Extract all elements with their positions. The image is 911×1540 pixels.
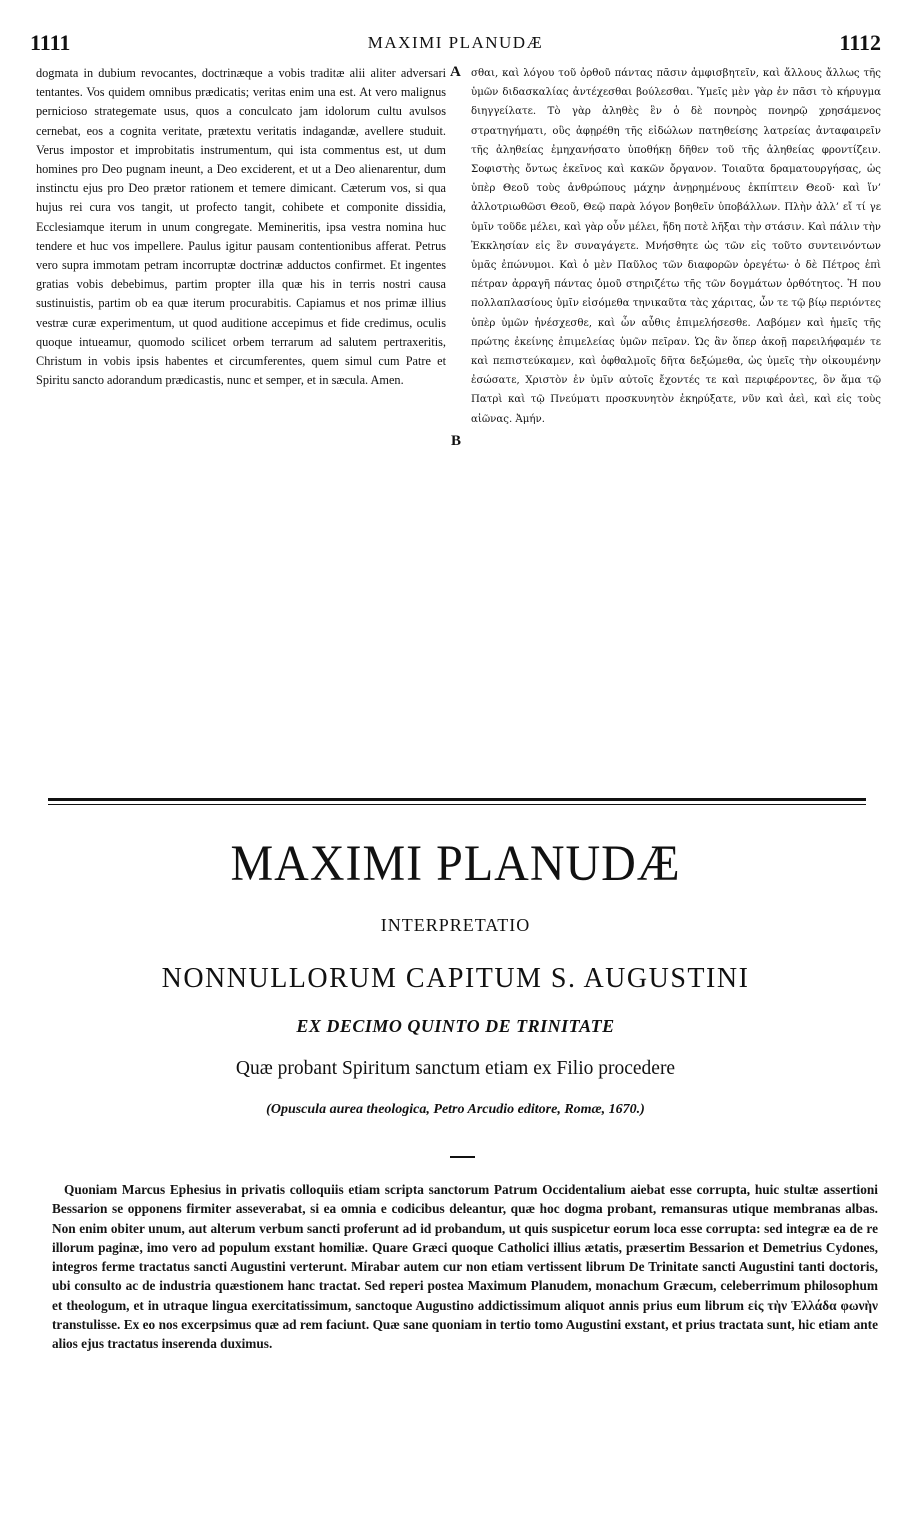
section-marker-a: A — [450, 64, 461, 80]
running-head — [30, 30, 881, 60]
subtitle-interpretatio: INTERPRETATIO — [380, 915, 531, 935]
section-divider-thick — [48, 798, 866, 801]
introduction-paragraph — [52, 1180, 878, 1354]
latin-column — [36, 64, 446, 390]
short-divider — [450, 1156, 475, 1158]
greek-column — [471, 64, 881, 429]
main-title: MAXIMI PLANUDÆ — [230, 835, 681, 892]
right-page-number: 1112 — [839, 30, 881, 55]
source-citation: (Opuscula aurea theologica, Petro Arcudio editore, Romæ, 1670.) — [266, 1102, 645, 1117]
running-title: MAXIMI PLANUDÆ — [367, 33, 544, 52]
subtitle-quae-probant: Quæ probant Spiritum sanctum etiam ex Filio procedere — [235, 1058, 676, 1079]
greek-column-text: σθαι, καὶ λόγου τοῦ ὀρθοῦ πάντας πᾶσιν ἀμφισβητεῖν, καὶ ἄλλους ἄλλως τῆς ὑμῶν διδασκαλίας ἀντέχεσθαι βούλεσθαι. Ὑμεῖς μὲν γὰρ ἐν πᾶσι τὸ κήρυγμα διηγγείλατε. Τὸ γὰρ ἀληθὲς ἓν ὁ δὲ πονηρὸς πονηρῷ χρησάμενος στρατηγήματι, οὓς ἀφῃρέθη τῆς εἰδώλων πατηθείσης λατρείας ἀνταφαιρεῖν τῆς ἀληθείας ἐμηχανήσατο ὑποθήκῃ δῆθεν τοῦ τῆς ἀληθείας φροντίζειν. Σοφιστὴς ὄντως ἐκεῖνος καὶ κακῶν ὄργανον. Τοιαῦτα δραματουργήσας, ὡς ὑπὲρ Θεοῦ τοὺς ἀνθρώπους μάχην ἀνῃρημένους ἐκπίπτειν Θεοῦ· καὶ ἵν’ ἀλλοτριωθῶσι Θεοῦ, Θεῷ παρὰ λόγον βοηθεῖν ὑποβάλλων. Πλὴν ἀλλ’ εἴ τί γε ὑμῖν τοῦδε μέλει, καὶ γὰρ οὖν μέλει, ἤδη ποτὲ λῆξαι τὴν στάσιν. Καὶ πάλιν τὴν Ἐκκλησίαν εἰς ἓν συναγάγετε. Μνήσθητε ὡς τῶν εἰς τοῦτο συντεινόντων ὑμᾶς ἐπώνυμοι. Καὶ ὁ μὲν Παῦλος τῶν διαφορῶν ὀρεγέτω· ὁ δὲ Πέτρος ἐπὶ πέτραν ἀρραγῆ πάντας ὁμοῦ στηριζέτω τῆς τῶν δογμάτων ὀρθότητος. Ἡ που πολλαπλασίους ὑμῖν εἰσόμεθα τηνικαῦτα τὰς χάριτας, ὧν τε τῷ βίῳ περιόντες ὑπὲρ ὑμῶν ἠνέσχεσθε, καὶ ὧν αὖθις ἐπιμελήσεσθε. Λαβόμεν καὶ ἡμεῖς τῆς πρώτης ἐκείνης ἐπιμελείας ὑμῶν πεῖραν. Ὡς ἂν ὅπερ ἀκοῇ παρειλήφαμέν τε καὶ πεπιστεύκαμεν, καὶ ὀφθαλμοῖς δῆτα δεξώμεθα, ὡς ὑμεῖς τὴν οἰκουμένην ἐσώσατε, Χριστὸν ἐν ὑμῖν αὐτοῖς ἔχοντές τε καὶ περιφέροντες, ὃν ἅμα τῷ Πατρὶ καὶ τῷ Πνεύματι προσκυνητὸν ἐκηρύξατε, νῦν καὶ ἀεὶ, καὶ εἰς τοὺς αἰῶνας. Ἀμήν. — [471, 68, 881, 425]
left-page-number: 1111 — [30, 30, 71, 55]
section-marker-b: B — [451, 433, 462, 449]
introduction-text: Quoniam Marcus Ephesius in privatis colloquiis etiam scripta sanctorum Patrum Occidentalium aiebat esse corrupta, huic stultæ assertioni Bessarion se opponens firmiter asseverabat, si ea omnia e codicibus deleantur, quæ hoc dogma probant, remansuras utique membranas albas. Non enim obiter unum, aut alterum verbum sancti proferunt ad id probandum, ut quis suspicetur eorum loca esse corrupta: sed integræ ea de re illorum paginæ, imo vero ad populum exstant homiliæ. Quare Græci quoque Catholici illius ætatis, præsertim Bessarion et Demetrius Cydones, integros ferme tractatus sancti Augustini verterunt. Mirabar autem cur non etiam vertissent librum De Trinitate sancti Augustini tanti doctoris, ubi consulto ac de industria quæstionem hanc tractat. Sed reperi postea Maximum Planudem, monachum Græcum, celeberrimum philosophum et theologum, et in utraque lingua exercitatissimum, sanctoque Augustino addictissimum aliquot annis prius eum librum εἰς τὴν Ἑλλάδα φωνὴν transtulisse. Ex eo nos excerpsimus quæ ad rem faciunt. Quæ sane quoniam in tertio tomo Augustini exstant, et prius tractata sunt, hic etiam ante alios ejus tractatus inserenda duximus. — [52, 1182, 878, 1352]
section-divider-thin — [48, 804, 866, 805]
subtitle-ex-decimo: EX DECIMO QUINTO DE TRINITATE — [296, 1016, 615, 1036]
latin-column-text: dogmata in dubium revocantes, doctrinæque a vobis traditæ alii aliter adversari tentantes. Vos quidem omnibus prædicatis; veritas enim una est. At vero malignus pernicioso strategemate usus, quos a conculcato jam idolorum cultu avulsos cernebat, eos a cognita veritate, prætextu veritatis indagandæ, avellere studuit. Verus impostor et improbitatis instrumentum, qui ista commentus est, ut dum homines pro Deo pugnam ineunt, a Deo exciderent, et ut a Deo alienarentur, dum instinctu ejus pro Deo prætor rationem et temere dimicant. Cæterum vos, si qua hujus rei cura vos tangit, ut profecto tangit, cohibete et componite dissidia, Ecclesiamque iterum in unum congregate. Memineritis, ipsa vestra nomina huc tendere et huc vos impellere. Paulus igitur pausam contentionibus afferat. Petrus vero supra immotam petram incorruptæ doctrinæ adductos confirmet. Et ingentes gratias vobis debebimus, partim propter illa quæ his in terris nostri causa sustinuistis, partim ob ea quæ iterum procurabitis. Capiamus et nos primæ illius vestræ curæ experimentum, ut quod auditione accepimus et fide credimus, oculis quoque intueamur, quomodo scilicet orbem terrarum ad salutem pertraxeritis, Christum in vobis ipsis habentes et circumferentes, quem simul cum Patre et Spiritu sancto adorandum prædicastis, nunc et semper, et in sæcula. Amen. — [36, 66, 446, 388]
subtitle-capitum: NONNULLORUM CAPITUM S. AUGUSTINI — [161, 963, 750, 994]
